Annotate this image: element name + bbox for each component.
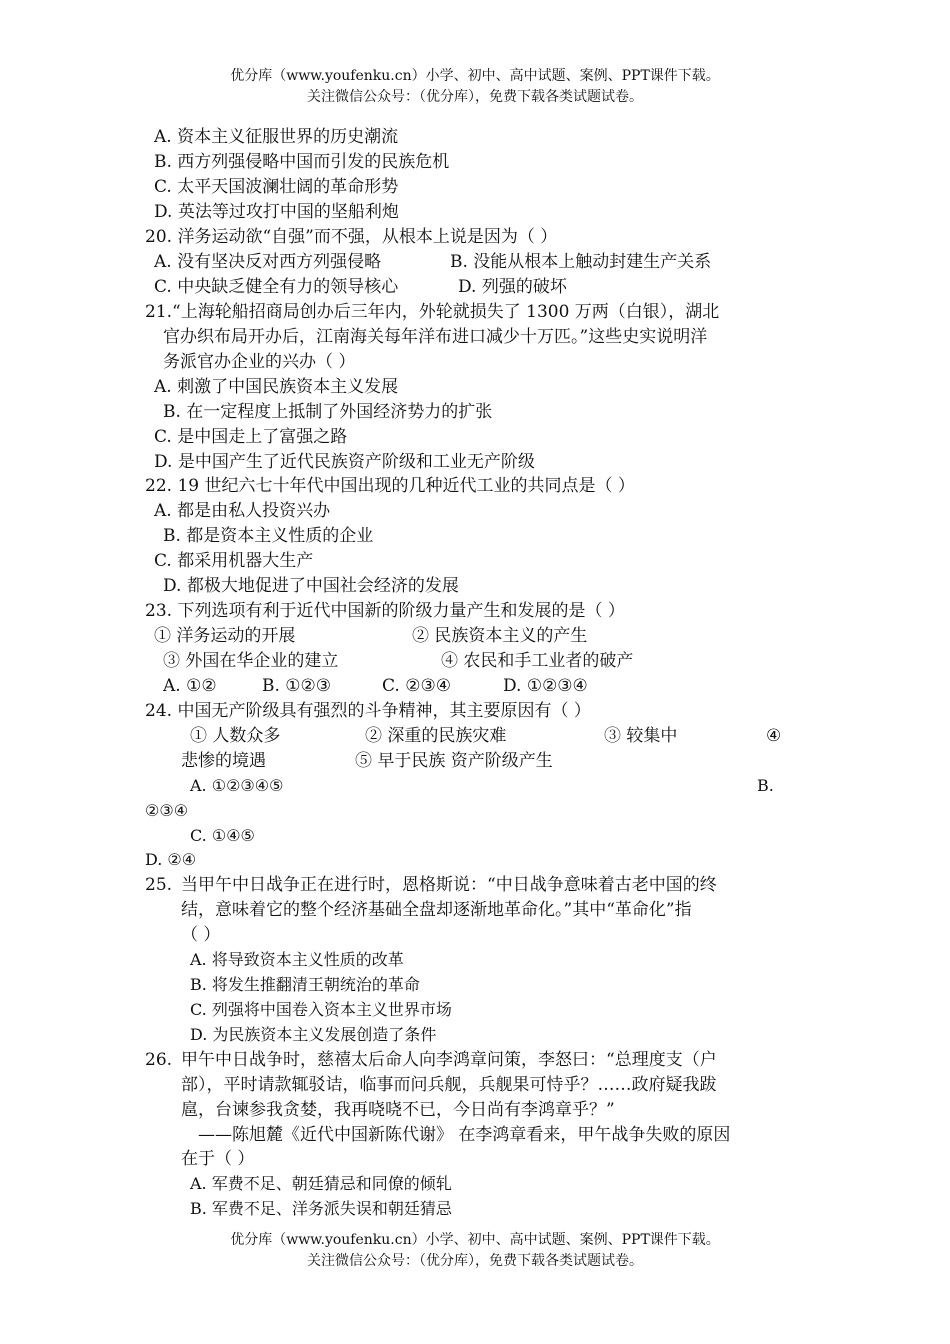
q23-item-1: ① 洋务运动的开展 [154,626,296,646]
q25-number: 25. [145,875,173,895]
q24-item-1: ① 人数众多 [190,726,281,746]
q21-option-a: A. 刺激了中国民族资本主义发展 [154,377,399,397]
q25-stem-line-1: 当甲午中日战争正在进行时，恩格斯说：“中日战争意味着古老中国的终 [181,875,717,895]
q23-option-b: B. ①②③ [262,676,332,696]
q21-option-d: D. 是中国产生了近代民族资产阶级和工业无产阶级 [154,452,535,472]
q21-stem-line-1: 21.“上海轮船招商局创办后三年内，外轮就损失了 1300 万两（白银），湖北 [145,302,720,322]
q25-option-a: A. 将导致资本主义性质的改革 [190,950,404,969]
q21-option-b: B. 在一定程度上抵制了外国经济势力的扩张 [163,402,493,422]
q26-stem-line-4: ——陈旭麓《近代中国新陈代谢》 在李鸿章看来，甲午战争失败的原因 [198,1125,731,1145]
q26-option-a: A. 军费不足、朝廷猜忌和同僚的倾轧 [190,1174,452,1193]
page-footer [0,1230,950,1272]
q24-stem: 24. 中国无产阶级具有强烈的斗争精神，其主要原因有（ ） [145,701,591,721]
q20-option-c: C. 中央缺乏健全有力的领导核心 [154,277,399,297]
q20-option-a: A. 没有坚决反对西方列强侵略 [154,252,382,272]
header-line-1: 优分库（www.youfenku.cn）小学、初中、高中试题、案例、PPT课件下载。 [230,68,720,84]
header-line-2: 关注微信公众号：（优分库），免费下载各类试题试卷。 [307,89,643,105]
q19-option-b: B. 西方列强侵略中国而引发的民族危机 [154,152,450,172]
q24-item-3: ③ 较集中 [604,726,678,746]
q26-option-b: B. 军费不足、洋务派失误和朝廷猜忌 [190,1199,452,1218]
q20-option-b: B. 没能从根本上触动封建生产关系 [450,252,712,272]
q19-option-d: D. 英法等过攻打中国的坚船利炮 [154,202,399,222]
q25-stem-line-3: （ ） [181,925,221,945]
footer-line-2: 关注微信公众号：（优分库），免费下载各类试题试卷。 [307,1253,643,1269]
q25-option-c: C. 列强将中国卷入资本主义世界市场 [190,1000,452,1019]
q24-option-a: A. ①②③④⑤ [190,776,284,795]
q21-option-c: C. 是中国走上了富强之路 [154,427,348,447]
q23-option-a: A. ①② [163,676,217,696]
q26-stem-line-1: 甲午中日战争时，慈禧太后命人向李鸿章问策，李怒曰：“总理度支（户 [181,1050,717,1070]
q26-number: 26. [145,1050,173,1070]
q26-stem-line-2: 部），平时请款辄驳诘，临事而问兵舰，兵舰果可恃乎？……政府疑我跋 [181,1075,717,1095]
q25-option-d: D. 为民族资本主义发展创造了条件 [190,1025,437,1044]
q25-stem-line-2: 结，意味着它的整个经济基础全盘却逐渐地革命化。”其中“革命化”指 [181,900,692,920]
q20-option-d: D. 列强的破坏 [458,277,567,297]
q23-option-d: D. ①②③④ [503,676,588,696]
q24-item-4-marker: ④ [766,726,782,746]
footer-line-1: 优分库（www.youfenku.cn）小学、初中、高中试题、案例、PPT课件下载。 [230,1232,720,1248]
q24-item-4-text: 悲惨的境遇 [181,751,266,771]
q25-option-b: B. 将发生推翻清王朝统治的革命 [190,975,420,994]
q26-stem-line-5: 在于（ ） [181,1149,255,1169]
q23-item-4: ④ 农民和手工业者的破产 [441,651,634,671]
q23-item-2: ② 民族资本主义的产生 [412,626,588,646]
q24-option-b-value: ②③④ [145,801,189,820]
q22-option-a: A. 都是由私人投资兴办 [154,501,331,521]
q19-option-c: C. 太平天国波澜壮阔的革命形势 [154,177,399,197]
q24-item-5: ⑤ 早于民族 资产阶级产生 [355,751,553,771]
q19-option-a: A. 资本主义征服世界的历史潮流 [154,127,399,147]
q24-item-2: ② 深重的民族灾难 [365,726,507,746]
q21-stem-line-3: 务派官办企业的兴办（ ） [163,352,356,372]
q26-stem-line-3: 扈，台谏参我贪婪，我再哓哓不已，今日尚有李鸿章乎？” [181,1100,615,1120]
q23-stem: 23. 下列选项有利于近代中国新的阶级力量产生和发展的是（ ） [145,601,625,621]
q23-item-3: ③ 外国在华企业的建立 [163,651,339,671]
q22-option-c: C. 都采用机器大生产 [154,551,314,571]
q24-option-b-label: B. [757,776,774,795]
q22-option-d: D. 都极大地促进了中国社会经济的发展 [163,576,459,596]
q21-stem-line-2: 官办织布局开办后，江南海关每年洋布进口减少十万匹。”这些史实说明洋 [163,327,708,347]
page-header [0,66,950,108]
q22-option-b: B. 都是资本主义性质的企业 [163,526,374,546]
q24-option-c: C. ①④⑤ [190,826,255,845]
q22-stem: 22. 19 世纪六七十年代中国出现的几种近代工业的共同点是（ ） [145,476,635,496]
q24-option-d: D. ②④ [145,850,197,869]
q23-option-c: C. ②③④ [382,676,451,696]
q20-stem: 20. 洋务运动欲“自强”而不强，从根本上说是因为（ ） [145,227,558,247]
